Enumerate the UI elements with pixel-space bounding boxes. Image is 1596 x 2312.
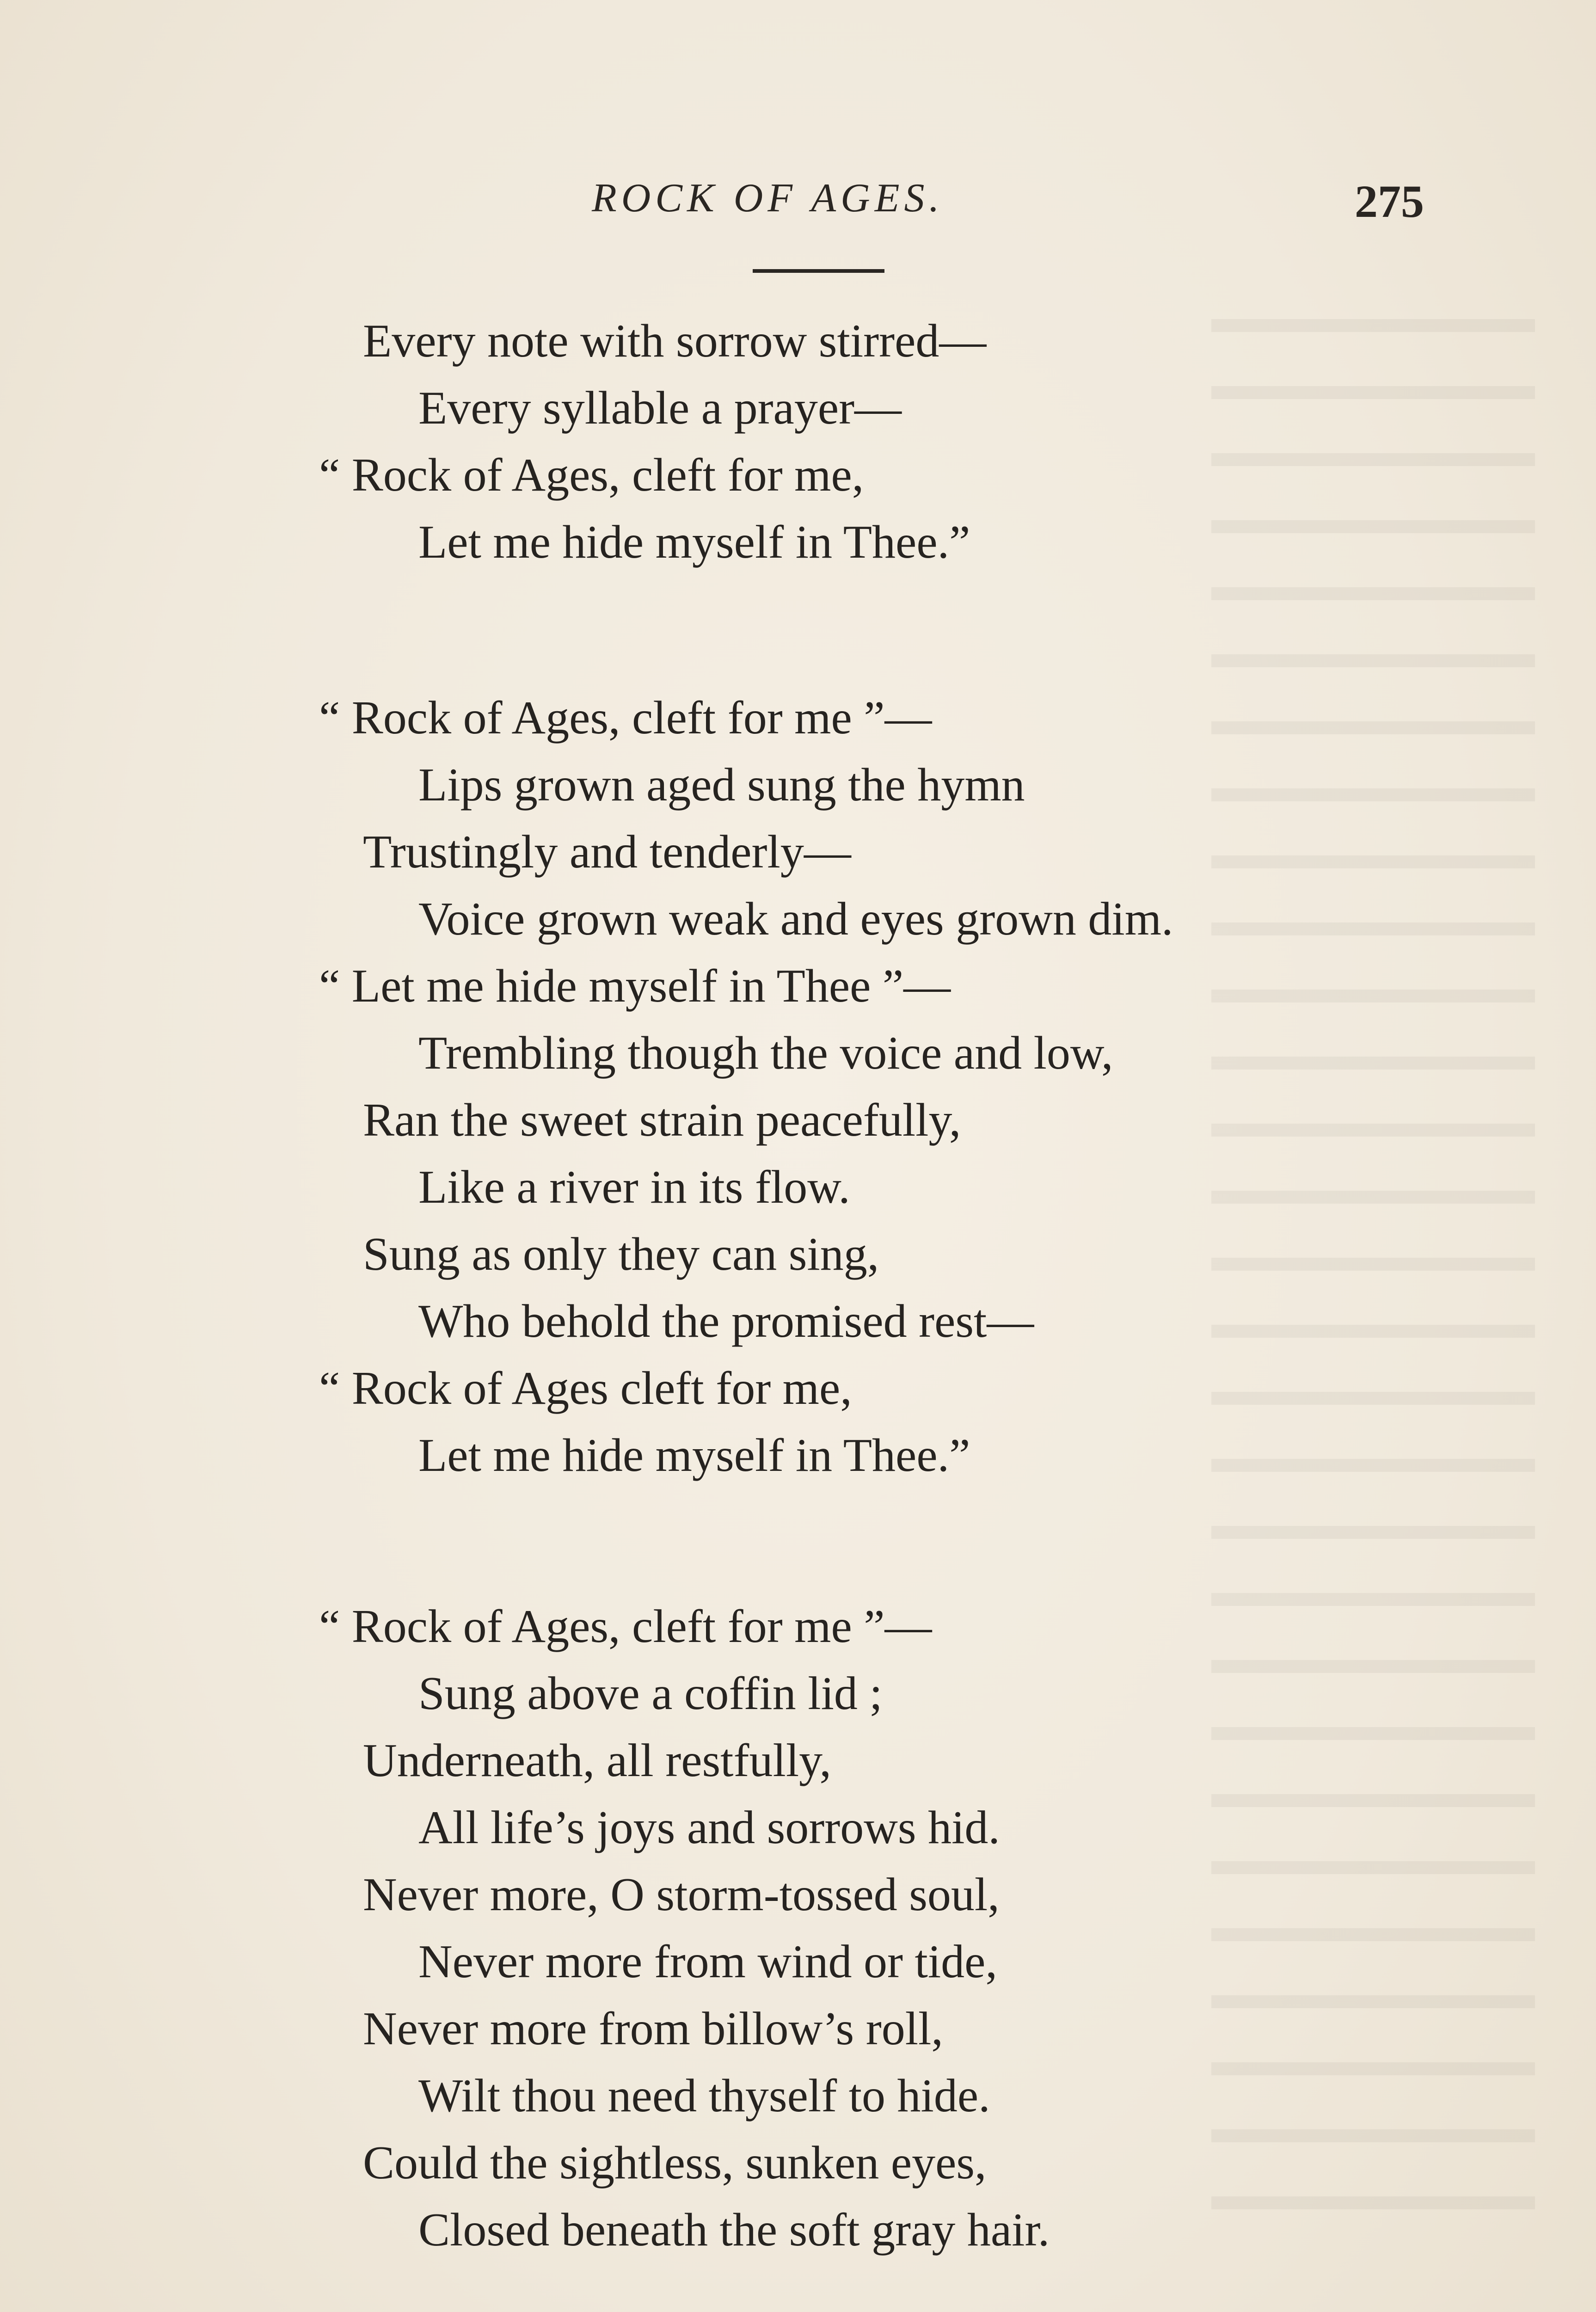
verse-line: Like a river in its flow. [418, 1161, 850, 1213]
title-rule [753, 269, 884, 273]
verse-line: “ Rock of Ages cleft for me, [319, 1362, 852, 1414]
verse-line: Let me hide myself in Thee.” [418, 1429, 970, 1482]
stanza-3 [0, 1593, 1050, 2263]
verse-line: Sung as only they can sing, [363, 1228, 879, 1280]
verse-line: Let me hide myself in Thee.” [418, 516, 970, 568]
verse-line: Every syllable a prayer— [418, 382, 902, 434]
verse-line: Who behold the promised rest— [418, 1295, 1034, 1347]
verse-line: Never more from wind or tide, [418, 1936, 997, 1988]
verse-line: “ Let me hide myself in Thee ”— [319, 960, 951, 1012]
verse-line: All life’s joys and sorrows hid. [418, 1802, 1000, 1854]
verse-line: Wilt thou need thyself to hide. [418, 2070, 990, 2122]
verse-line: Sung above a coffin lid ; [418, 1667, 883, 1720]
bleed-through-shadow [1211, 277, 1535, 2220]
page-number: 275 [1355, 176, 1424, 227]
stanza-2 [0, 684, 1173, 1489]
verse-line: Every note with sorrow stirred— [363, 315, 987, 367]
verse-line: Never more from billow’s roll, [363, 2003, 943, 2055]
verse-line: Ran the sweet strain peacefully, [363, 1094, 961, 1146]
verse-line: Never more, O storm-tossed soul, [363, 1869, 1000, 1921]
verse-line: Underneath, all restfully, [363, 1734, 832, 1787]
verse-line: Lips grown aged sung the hymn [418, 759, 1025, 811]
verse-line: Trembling though the voice and low, [418, 1027, 1113, 1079]
verse-line: Voice grown weak and eyes grown dim. [418, 893, 1173, 945]
stanza-1 [0, 307, 986, 576]
verse-line: Trustingly and tenderly— [363, 826, 851, 878]
verse-line: Could the sightless, sunken eyes, [363, 2137, 987, 2189]
verse-line: “ Rock of Ages, cleft for me ”— [319, 692, 932, 744]
verse-line: “ Rock of Ages, cleft for me ”— [319, 1600, 932, 1653]
running-title: ROCK OF AGES. [592, 176, 944, 221]
verse-line: Closed beneath the soft gray hair. [418, 2204, 1050, 2256]
verse-line: “ Rock of Ages, cleft for me, [319, 449, 864, 501]
